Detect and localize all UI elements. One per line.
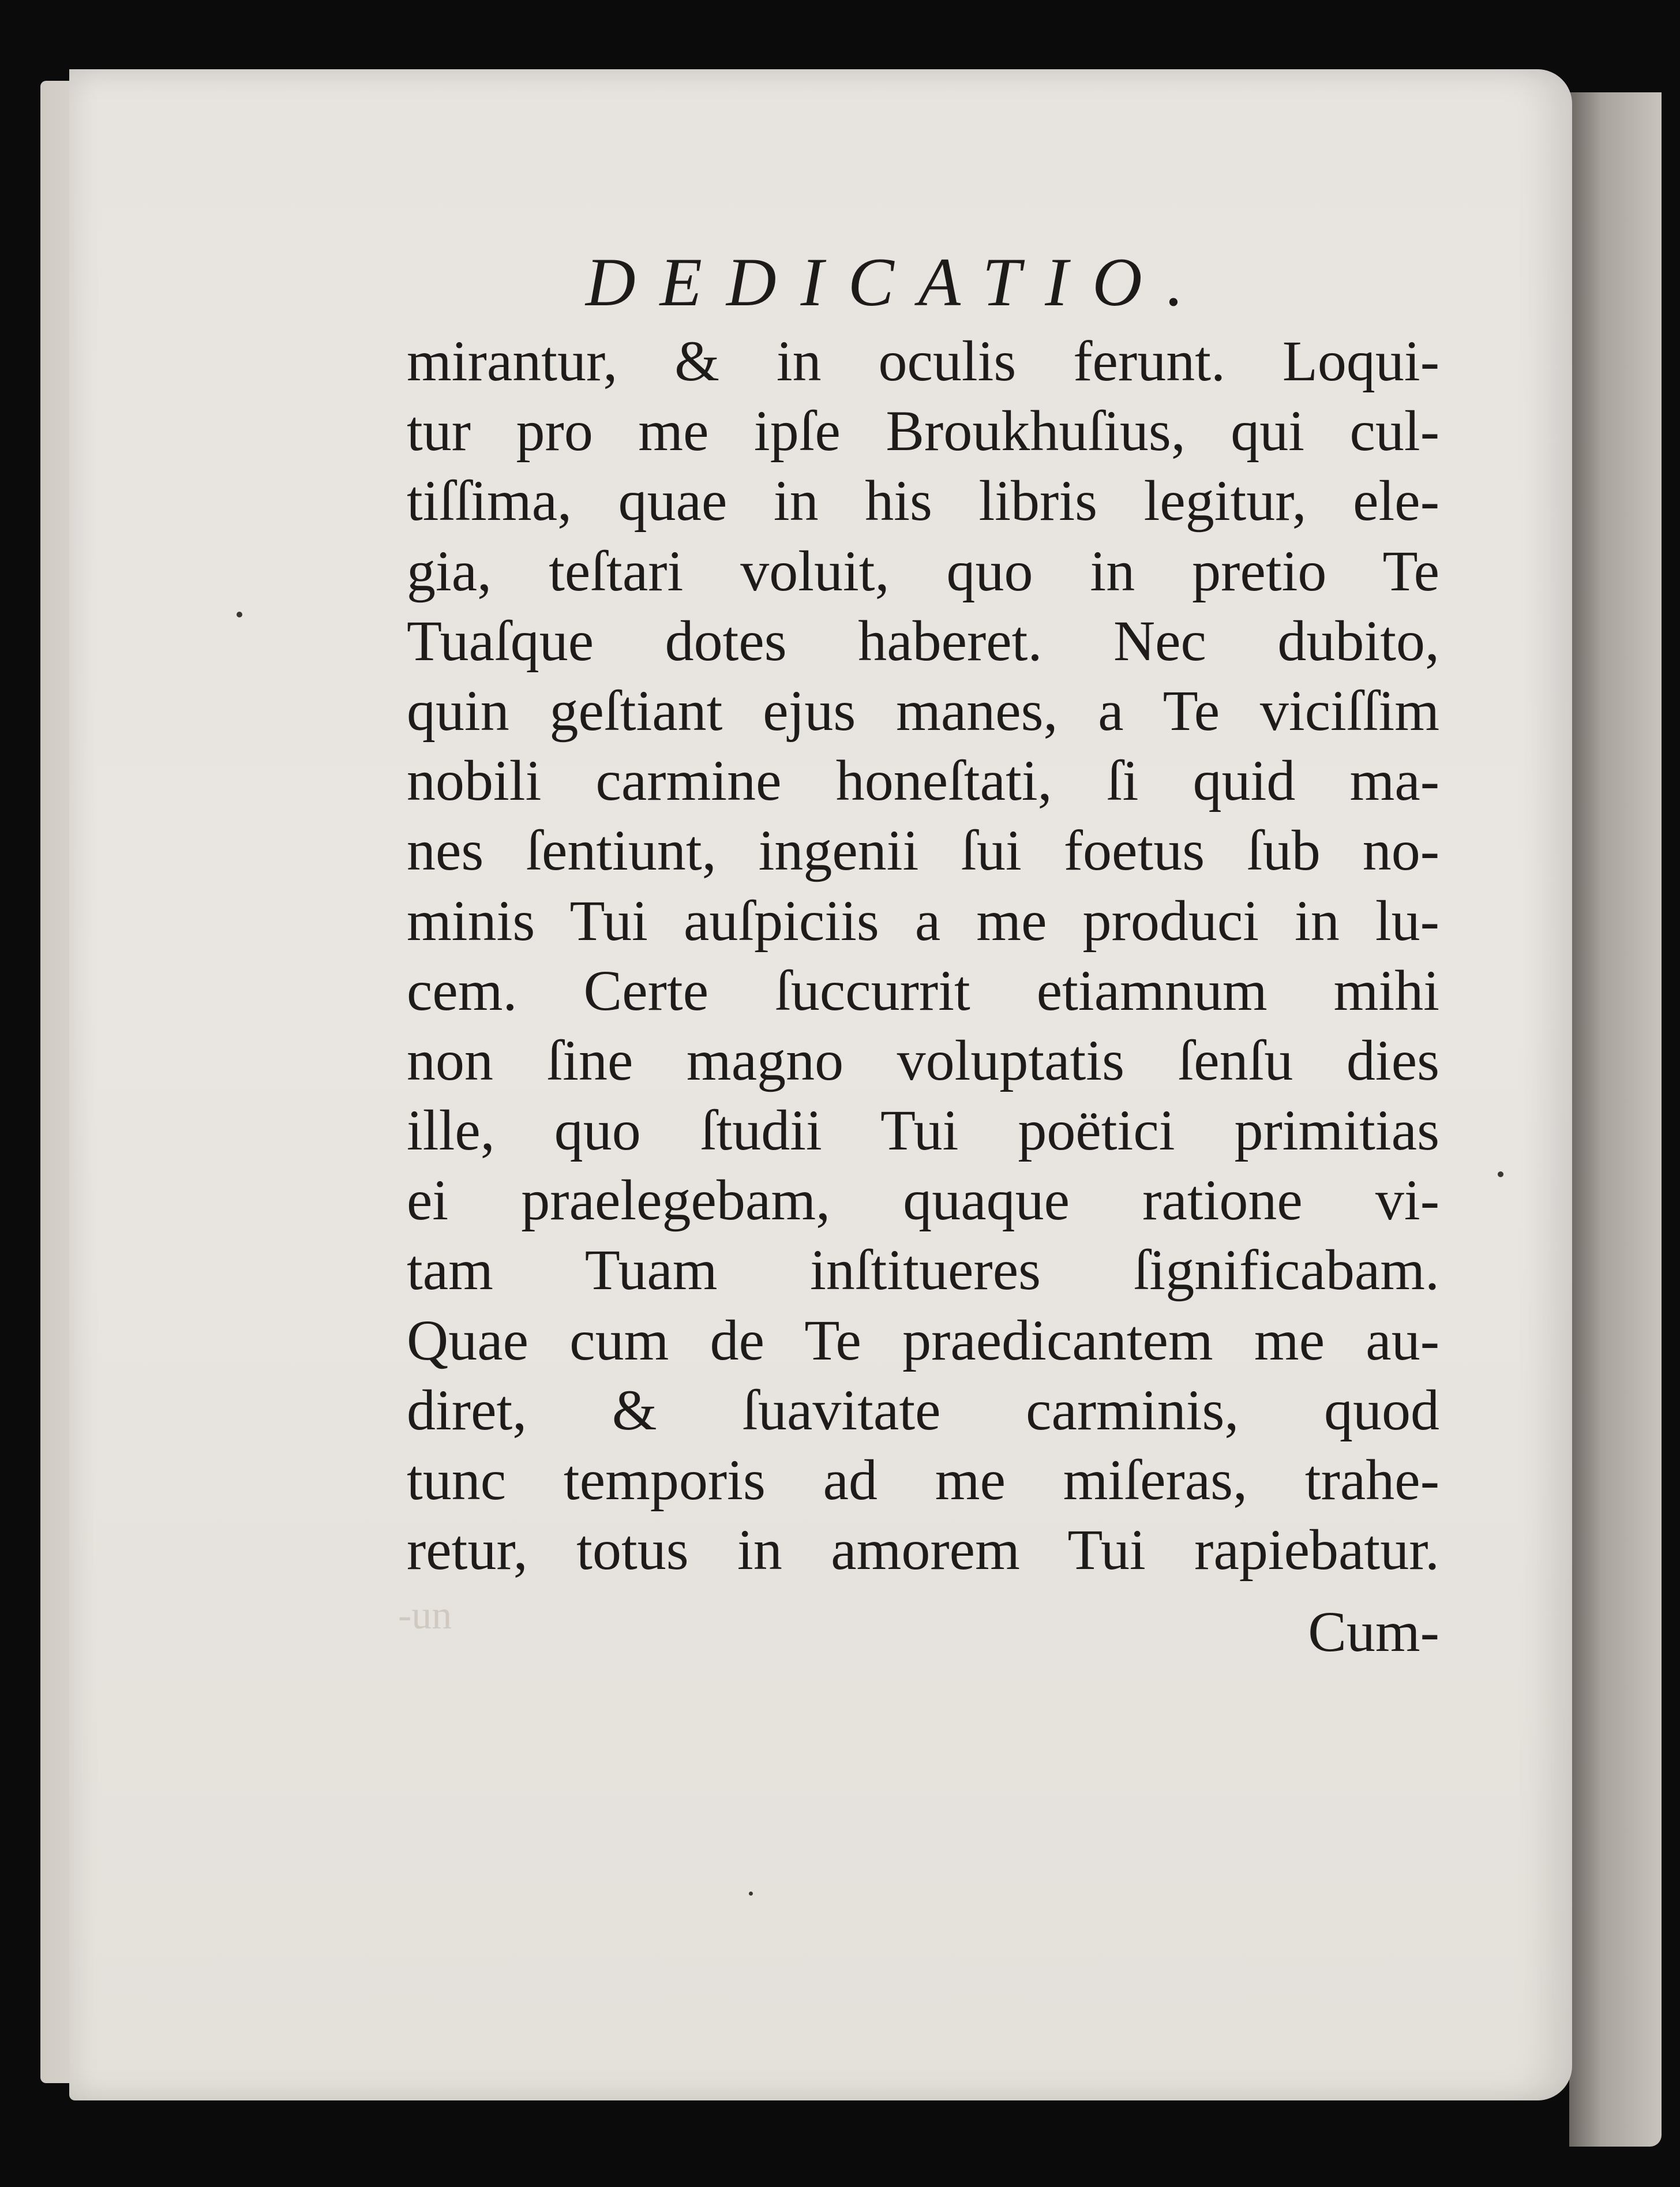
text-line: gia, teſtari voluit, quo in pretio Te: [407, 538, 1439, 603]
text-line: non ſine magno voluptatis ſenſu dies: [407, 1028, 1439, 1092]
body-text: [407, 326, 1439, 1585]
text-line: quin geſtiant ejus manes, a Te viciſſim: [407, 678, 1439, 743]
facing-page-edge: [1569, 92, 1662, 2147]
text-line: diret, & ſuavitate carminis, quod: [407, 1377, 1439, 1442]
paper-speck: [749, 1892, 753, 1896]
text-line: tur pro me ipſe Broukhuſius, qui cul-: [407, 399, 1439, 463]
paper-speck: [1498, 1171, 1503, 1177]
text-line: nes ſentiunt, ingenii ſui foetus ſub no-: [407, 818, 1439, 883]
catchword: Cum-: [1308, 1600, 1439, 1664]
text-line: nobili carmine honeſtati, ſi quid ma-: [407, 748, 1439, 813]
text-line: mirantur, & in oculis ferunt. Loqui-: [407, 329, 1439, 393]
text-line: Tuaſque dotes haberet. Nec dubito,: [407, 608, 1439, 673]
text-line: cem. Certe ſuccurrit etiamnum mihi: [407, 958, 1439, 1023]
text-line: tunc temporis ad me miſeras, trahe-: [407, 1448, 1439, 1512]
paper-speck: [237, 612, 242, 617]
running-head: DEDICATIO.: [586, 244, 1208, 320]
text-line: retur, totus in amorem Tui rapiebatur.: [407, 1518, 1439, 1582]
text-line: ille, quo ſtudii Tui poëtici primitias: [407, 1098, 1439, 1163]
show-through-text: -un: [398, 1593, 452, 1638]
text-line: minis Tui auſpiciis a me produci in lu-: [407, 888, 1439, 953]
text-line: ei praelegebam, quaque ratione vi-: [407, 1168, 1439, 1233]
text-line: tiſſima, quae in his libris legitur, ele-: [407, 469, 1439, 533]
text-line: tam Tuam inſtitueres ſignificabam.: [407, 1238, 1439, 1302]
text-line: Quae cum de Te praedicantem me au-: [407, 1308, 1439, 1372]
